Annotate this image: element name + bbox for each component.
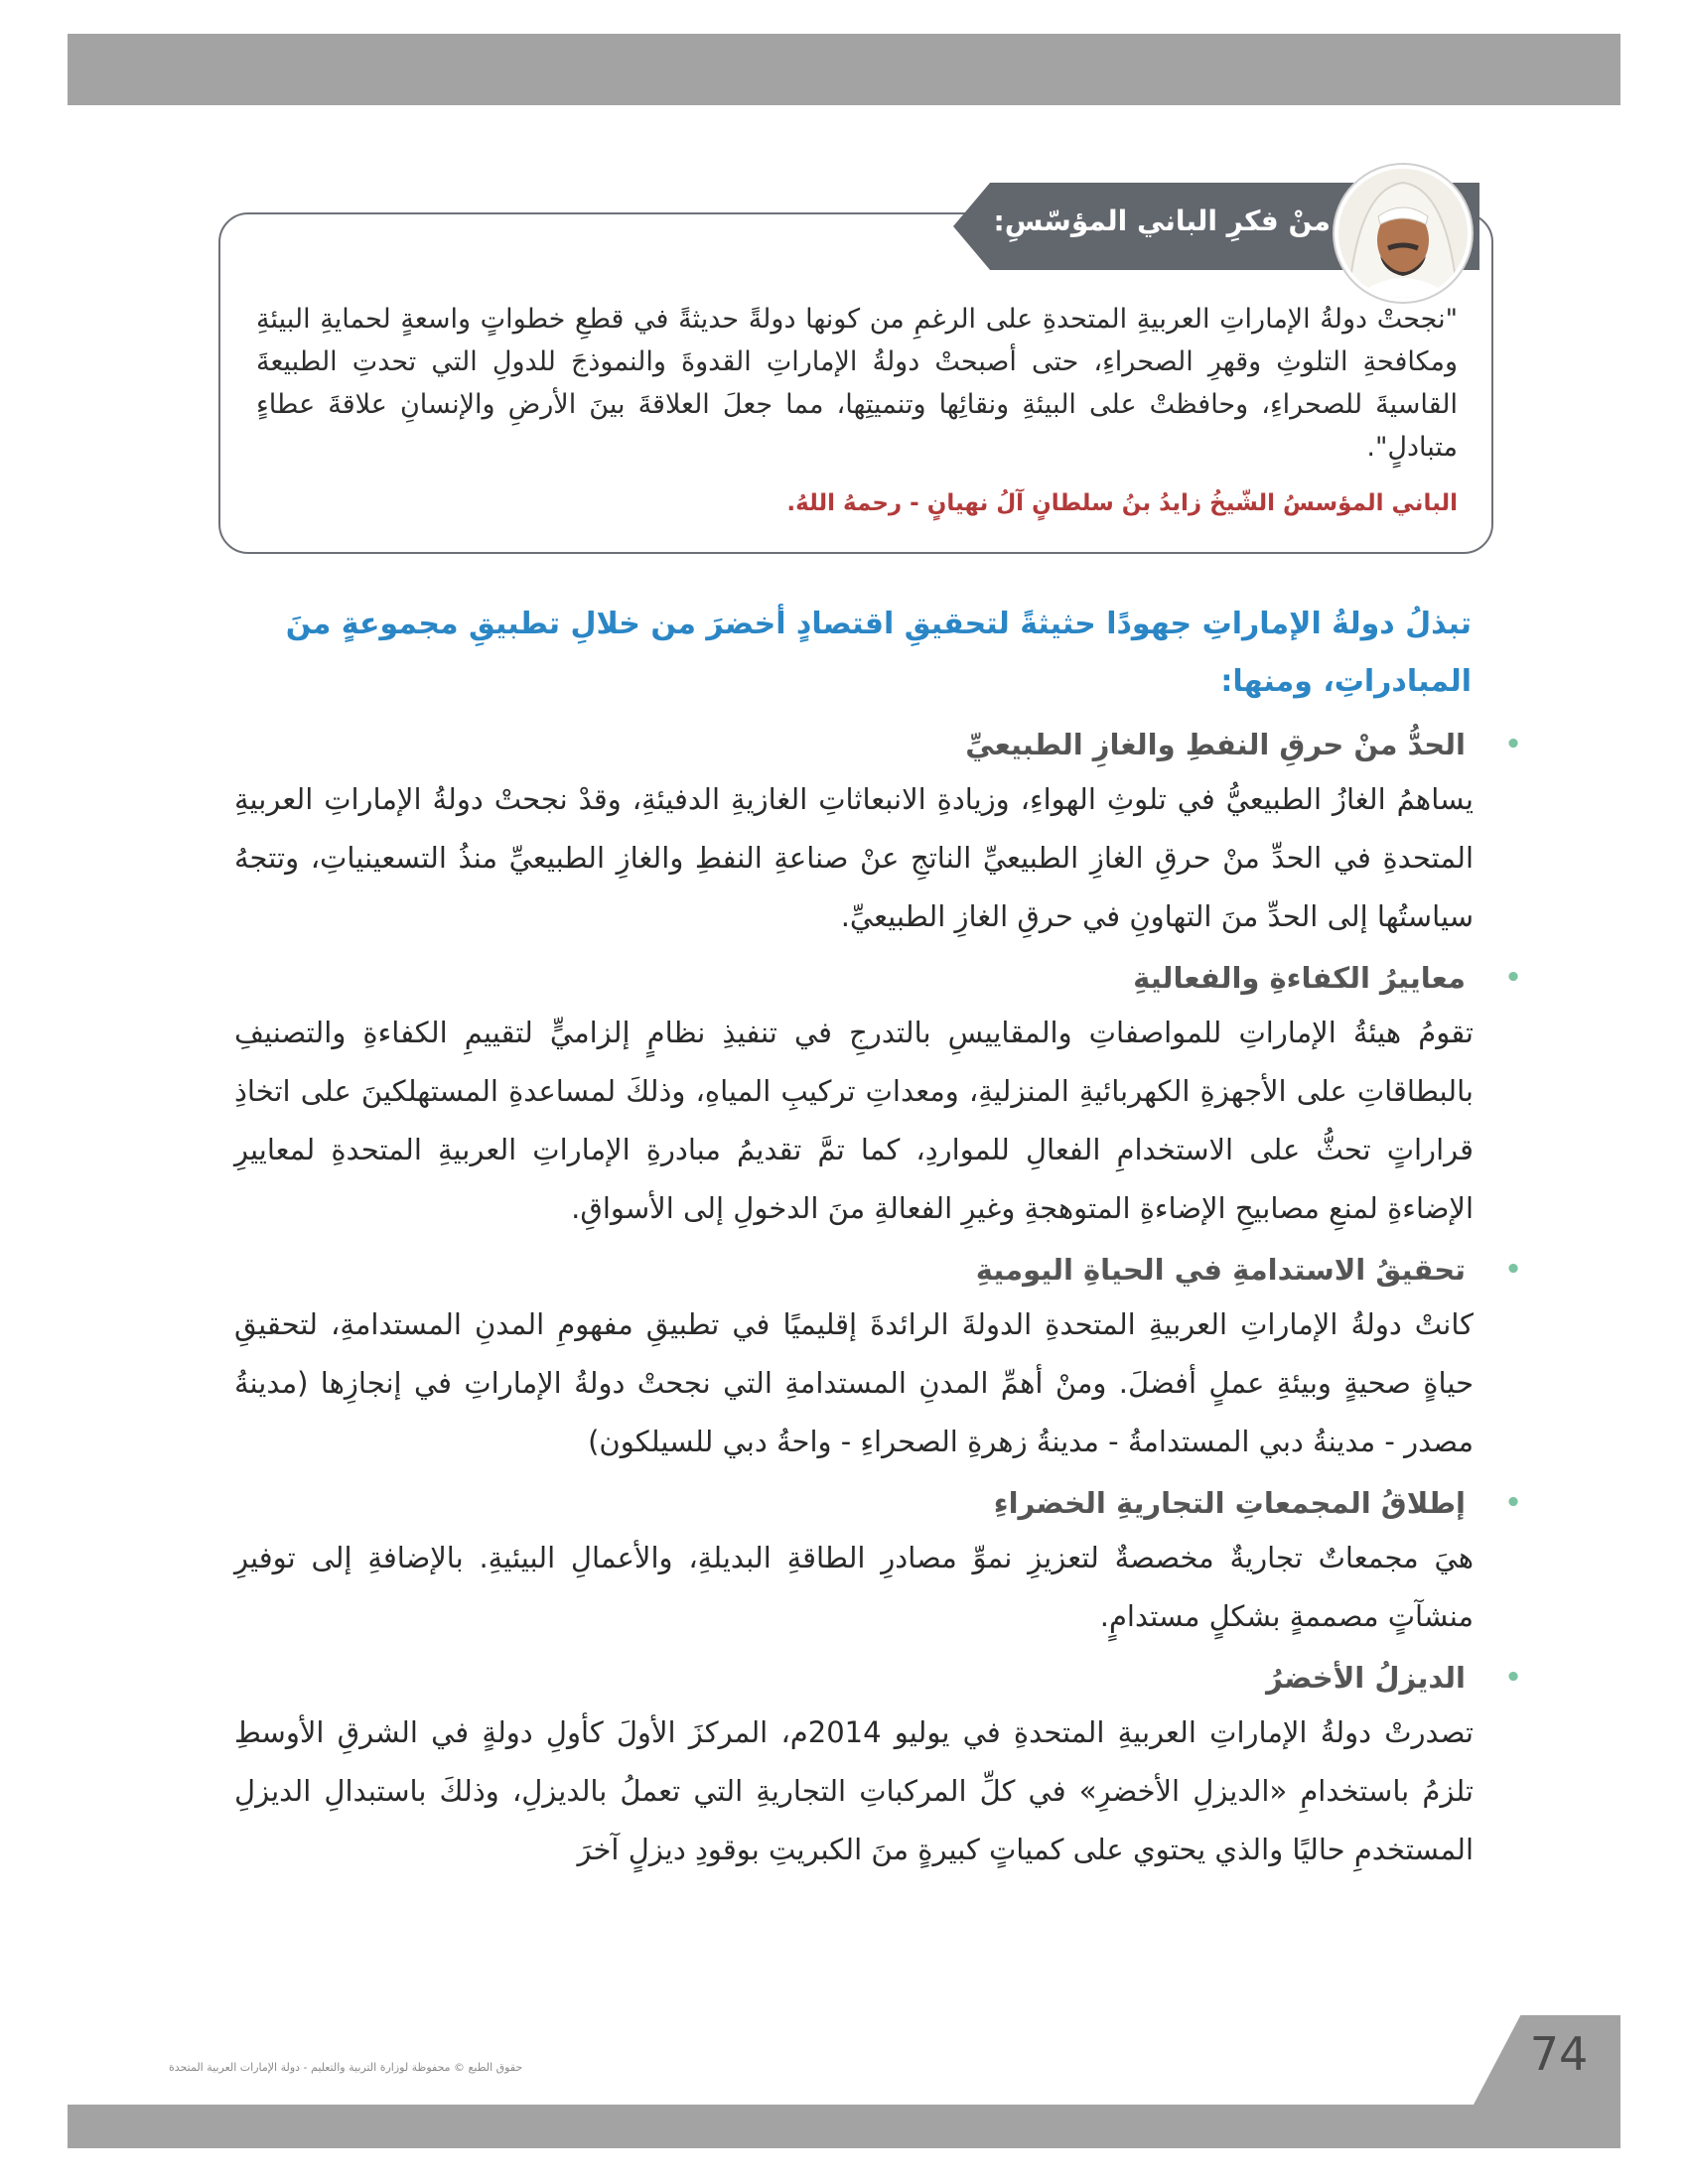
section-body: تصدرتْ دولةُ الإماراتِ العربيةِ المتحدةِ في يوليو 2014م، المركزَ الأولَ كأولِ دولةٍ في الشرقِ الأوسطِ تلزمُ باستخدامِ «الديزلِ الأخضرِ» في كلِّ المركباتِ التجاريةِ التي تعملُ بالديزلِ، وذلكَ باستبدالِ الديزلِ المستخدمِ حاليًا والذي يحتوي على كمياتٍ كبيرةٍ منَ الكبريتِ بوقودِ ديزلٍ آخرَ	[234, 1715, 1474, 1866]
section-heading	[234, 952, 1522, 1004]
bullet-icon: •	[1504, 1663, 1522, 1693]
initiative-section	[234, 1652, 1522, 1879]
section-heading-text: إطلاقُ المجمعاتِ التجاريةِ الخضراءِ	[993, 1486, 1466, 1520]
initiatives-list	[234, 719, 1522, 1885]
section-body: تقومُ هيئةُ الإماراتِ للمواصفاتِ والمقاييسِ بالتدرجِ في تنفيذِ نظامٍ إلزاميٍّ لتقييمِ الكفاءةِ والتصنيفِ بالبطاقاتِ على الأجهزةِ الكهربائيةِ المنزليةِ، ومعداتِ تركيبِ المياهِ، وذلكَ لمساعدةِ المستهلكينَ على اتخاذِ قراراتٍ تحثُّ على الاستخدامِ الفعالِ للمواردِ، كما تمَّ تقديمُ مبادرةِ الإماراتِ العربيةِ المتحدةِ لمعاييرِ الإضاءةِ لمنعِ مصابيحِ الإضاءةِ المتوهجةِ وغيرِ الفعالةِ منَ الدخولِ إلى الأسواقِ.	[234, 1016, 1474, 1225]
bullet-icon: •	[1504, 730, 1522, 759]
bullet-icon: •	[1504, 963, 1522, 993]
quote-title: منْ فكرِ الباني المؤسّسِ:	[993, 205, 1331, 237]
section-heading-text: تحقيقُ الاستدامةِ في الحياةِ اليوميةِ	[975, 1253, 1466, 1287]
founder-portrait	[1335, 165, 1472, 302]
intro-heading: تبذلُ دولةُ الإماراتِ جهودًا حثيثةً لتحقيقِ اقتصادٍ أخضرَ من خلالِ تطبيقِ مجموعةٍ منَ المبادراتِ، ومنها:	[285, 607, 1472, 699]
section-heading	[234, 1652, 1522, 1704]
bottom-footer-bar	[68, 2105, 1620, 2148]
section-heading-text: الديزلُ الأخضرُ	[1266, 1661, 1466, 1695]
page-number: 74	[1529, 2027, 1589, 2081]
section-heading-text: الحدُّ منْ حرقِ النفطِ والغازِ الطبيعيِّ	[965, 728, 1466, 761]
bullet-icon: •	[1504, 1255, 1522, 1285]
section-body: هيَ مجمعاتٌ تجاريةٌ مخصصةٌ لتعزيزِ نموِّ مصادرِ الطاقةِ البديلةِ، والأعمالِ البيئيةِ. بالإضافةِ إلى توفيرِ منشآتٍ مصممةٍ بشكلٍ مستدامٍ.	[234, 1541, 1474, 1633]
founder-portrait-icon	[1338, 169, 1468, 298]
section-body: يساهمُ الغازُ الطبيعيُّ في تلوثِ الهواءِ، وزيادةِ الانبعاثاتِ الغازيةِ الدفيئةِ، وقدْ نجحتْ دولةُ الإماراتِ العربيةِ المتحدةِ في الحدِّ منْ حرقِ الغازِ الطبيعيِّ الناتجِ عنْ صناعةِ النفطِ والغازِ الطبيعيِّ منذُ التسعينياتِ، وتتجهُ سياستُها إلى الحدِّ منَ التهاونِ في حرقِ الغازِ الطبيعيِّ.	[234, 782, 1474, 933]
quote-text: "نجحتْ دولةُ الإماراتِ العربيةِ المتحدةِ على الرغمِ من كونها دولةً حديثةً في قطعِ خطواتٍ واسعةٍ لحمايةِ البيئةِ ومكافحةِ التلوثِ وقهرِ الصحراءِ، حتى أصبحتْ دولةُ الإماراتِ القدوةَ والنموذجَ للدولِ التي تحدتِ الطبيعةَ القاسيةَ للصحراءِ، وحافظتْ على البيئةِ ونقائِها وتنميتِها، مما جعلَ العلاقةَ بينَ الأرضِ والإنسانِ علاقةَ عطاءٍ متبادلٍ".	[256, 304, 1458, 463]
section-heading-text: معاييرُ الكفاءةِ والفعاليةِ	[1133, 961, 1466, 995]
bullet-icon: •	[1504, 1488, 1522, 1518]
section-heading	[234, 1477, 1522, 1529]
initiative-section	[234, 1244, 1522, 1471]
initiative-section	[234, 952, 1522, 1238]
top-header-bar	[68, 34, 1620, 105]
copyright-note: حقوق الطبع © محفوظة لوزارة التربية والتعليم - دولة الإمارات العربية المتحدة	[169, 2061, 523, 2074]
section-heading	[234, 1244, 1522, 1296]
section-body: كانتْ دولةُ الإماراتِ العربيةِ المتحدةِ الدولةَ الرائدةَ إقليميًا في تطبيقِ مفهومِ المدنِ المستدامةِ، لتحقيقِ حياةٍ صحيةٍ وبيئةِ عملٍ أفضلَ. ومنْ أهمِّ المدنِ المستدامةِ التي نجحتْ دولةُ الإماراتِ في إنجازِها (مدينةُ مصدر - مدينةُ دبي المستدامةُ - مدينةُ زهرةِ الصحراءِ - واحةُ دبي للسيلكون)	[234, 1307, 1474, 1458]
quote-author: الباني المؤسسُ الشّيخُ زايدُ بنُ سلطانٍ آلُ نهيانٍ - رحمهُ اللهُ.	[786, 490, 1458, 516]
section-heading	[234, 719, 1522, 770]
initiative-section	[234, 1477, 1522, 1646]
initiative-section	[234, 719, 1522, 946]
